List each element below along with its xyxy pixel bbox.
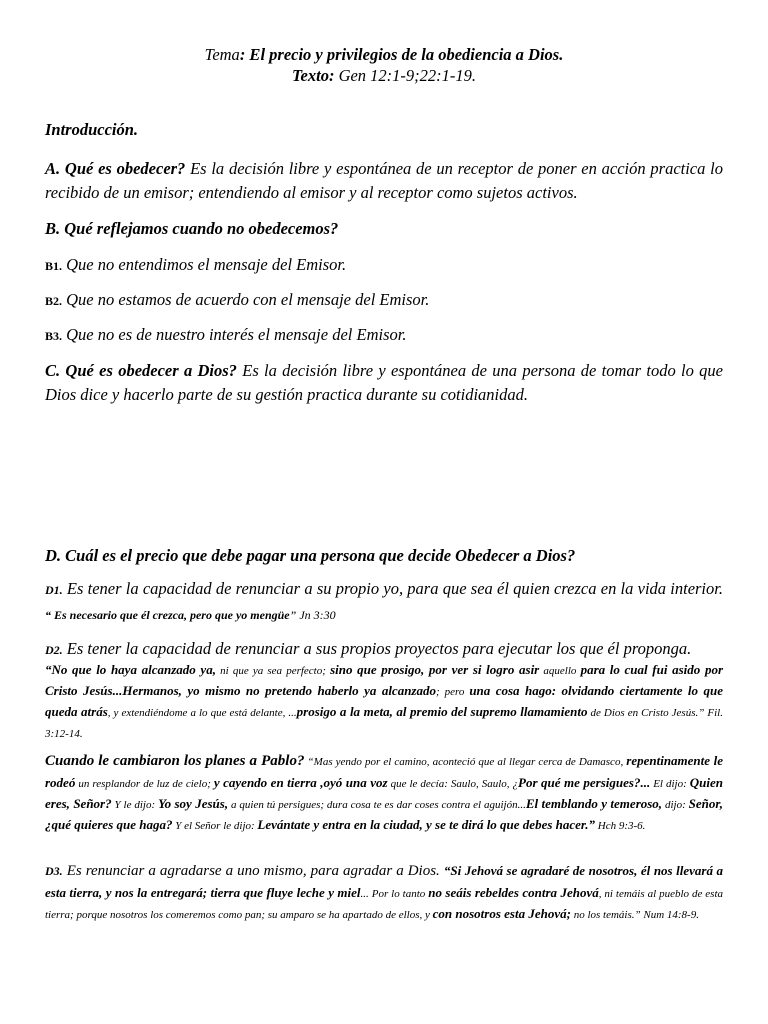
section-a-heading: A. Qué es obedecer? [45,159,186,178]
pablo-paragraph: Cuando le cambiaron los planes a Pablo? “Mas yendo por el camino, aconteció que al llegar cerca de Damasco, repentinamente le rodeó un resplandor de luz de cielo; y cayendo en tierra ,oyó una voz que le decía: Saulo, Saulo, ¿Por qué me persigues?... El dijo: Quien eres, Señor? Y le dijo: Yo soy Jesús, a quien tú persigues; dura cosa te es dar coses contra el aguijón...El temblando y temeroso, dijo: Señor, ¿qué quieres que haga? Y el Señor le dijo: Levántate y entra en la ciudad, y se te dirá lo que debes hacer.” Hch 9:3-6. [45,753,724,832]
d1-label: D1. [45,583,63,597]
intro-heading: Introducción. [45,120,139,139]
d3-text: Es renunciar a agradarse a uno mismo, para agradar a Dios. [62,863,444,879]
section-d2-quote: “No que lo haya alcanzado ya, ni que ya sea perfecto; sino que prosigo, por ver si logro asir aquello para lo cual fui asido por Cristo Jesús...Hermanos, yo mismo no pretendo haberlo ya alcanzado; pero una cosa hago: olvidando ciertamente lo que queda atrás, y extendiéndome a lo que está delante, ...prosigo a la meta, al premio del supremo llamamiento de Dios en Cristo Jesús.” Fil. 3:12-14. [45,662,724,740]
section-d2 [45,637,723,662]
texto-ref: Gen 12:1-9;22:1-19. [334,66,477,85]
d1-quote: “ Es necesario que él crezca, pero que yo mengüe [45,608,290,622]
d2-label: D2. [45,643,63,657]
section-b-item-1: B1. Que no entendimos el mensaje del Emisor. [45,255,347,274]
d2-text: Es tener la capacidad de renunciar a sus propios proyectos para ejecutar los que él proponga. [62,639,692,658]
section-c-heading: C. Qué es obedecer a Dios? [45,361,237,380]
pablo-heading: Cuando le cambiaron los planes a Pablo? [45,753,305,769]
section-c [45,359,723,407]
document-reference [0,66,768,86]
d1-ref: ” Jn 3:30 [289,608,336,622]
section-b-item-3: B3. Que no es de nuestro interés el mensaje del Emisor. [45,325,407,344]
section-d1 [45,577,723,627]
document-title [0,45,768,65]
d1-text: Es tener la capacidad de renunciar a su propio yo, para que sea él quien crezca en la vida interior. [62,579,723,598]
section-a [45,157,723,205]
section-c-text: Es la decisión libre y espontánea de una persona de tomar todo lo que Dios dice y hacerlo parte de su gestión practica durante su cotidianidad. [45,361,723,404]
section-d-heading: D. Cuál es el precio que debe pagar una persona que decide Obedecer a Dios? [45,546,576,565]
section-d3: D3. Es renunciar a agradarse a uno mismo, para agradar a Dios. “Si Jehová se agradaré de nosotros, él nos llevará a esta tierra, y nos la entregará; tierra que fluye leche y miel... Por lo tanto no seáis rebeldes contra Jehová, ni temáis al pueblo de esta tierra; porque nosotros los comeremos como pan; su amparo se ha apartado de ellos, y con nosotros esta Jehová; no los temáis.” Num 14:8-9. [45,863,723,921]
d3-label: D3. [45,864,63,878]
section-b-item-2: B2. Que no estamos de acuerdo con el mensaje del Emisor. [45,290,430,309]
section-a-text: Es la decisión libre y espontánea de un receptor de poner en acción practica lo recibido de un emisor; entendiendo al emisor y al receptor como sujetos activos. [45,159,723,202]
tema-text: : El precio y privilegios de la obediencia a Dios. [239,45,564,64]
tema-label: Tema [204,45,240,64]
section-b-heading: B. Qué reflejamos cuando no obedecemos? [45,219,339,238]
texto-label: Texto: [291,66,335,85]
